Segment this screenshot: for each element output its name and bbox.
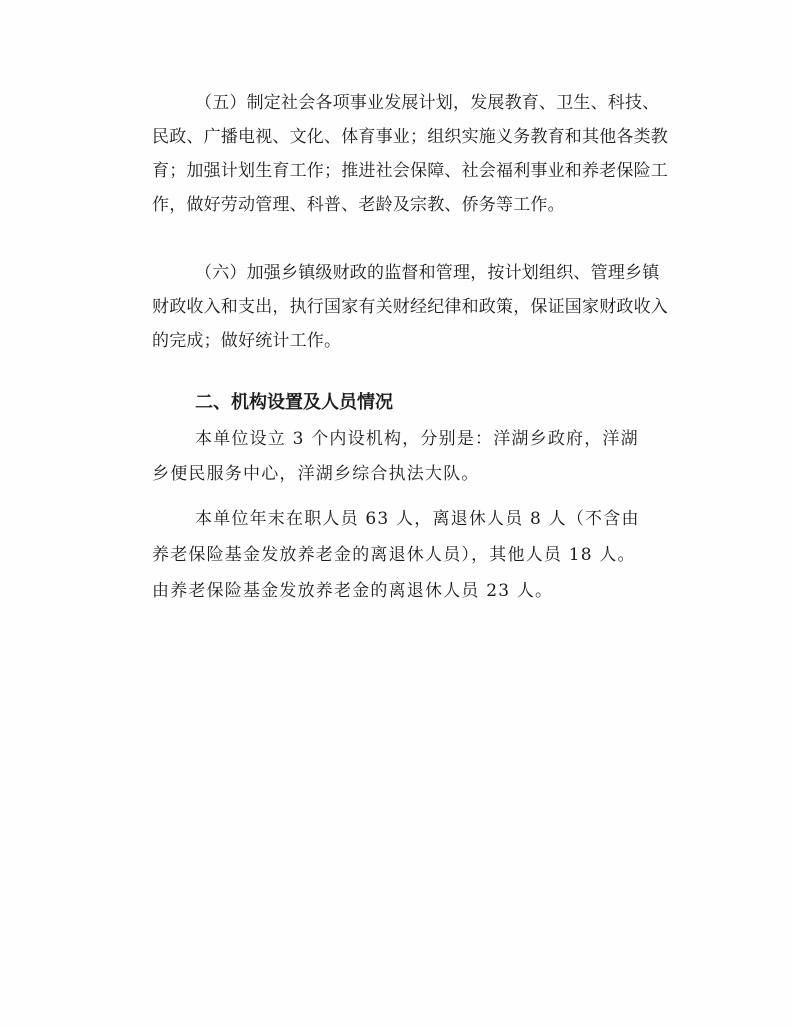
paragraph-line: （五）制定社会各项事业发展计划，发展教育、卫生、科技、 bbox=[195, 93, 660, 113]
paragraph-line: 本单位设立 3 个内设机构，分别是：洋湖乡政府，洋湖 bbox=[195, 429, 639, 449]
paragraph-line: 的完成；做好统计工作。 bbox=[152, 331, 342, 351]
paragraph-line: 由养老保险基金发放养老金的离退休人员 23 人。 bbox=[152, 581, 554, 601]
paragraph-line: 本单位年末在职人员 63 人，离退休人员 8 人（不含由 bbox=[195, 509, 640, 529]
section-heading: 二、机构设置及人员情况 bbox=[195, 392, 393, 413]
paragraph-line: 育；加强计划生育工作；推进社会保障、社会福利事业和养老保险工 bbox=[152, 161, 668, 181]
paragraph-line: 养老保险基金发放养老金的离退休人员），其他人员 18 人。 bbox=[152, 545, 636, 565]
paragraph-line: （六）加强乡镇级财政的监督和管理，按计划组织、管理乡镇 bbox=[195, 263, 660, 283]
paragraph-line: 乡便民服务中心，洋湖乡综合执法大队。 bbox=[152, 464, 480, 484]
paragraph-line: 作，做好劳动管理、科普、老龄及宗教、侨务等工作。 bbox=[152, 195, 565, 215]
paragraph-line: 民政、广播电视、文化、体育事业；组织实施义务教育和其他各类教 bbox=[152, 127, 668, 147]
paragraph-line: 财政收入和支出，执行国家有关财经纪律和政策，保证国家财政收入 bbox=[152, 297, 668, 317]
